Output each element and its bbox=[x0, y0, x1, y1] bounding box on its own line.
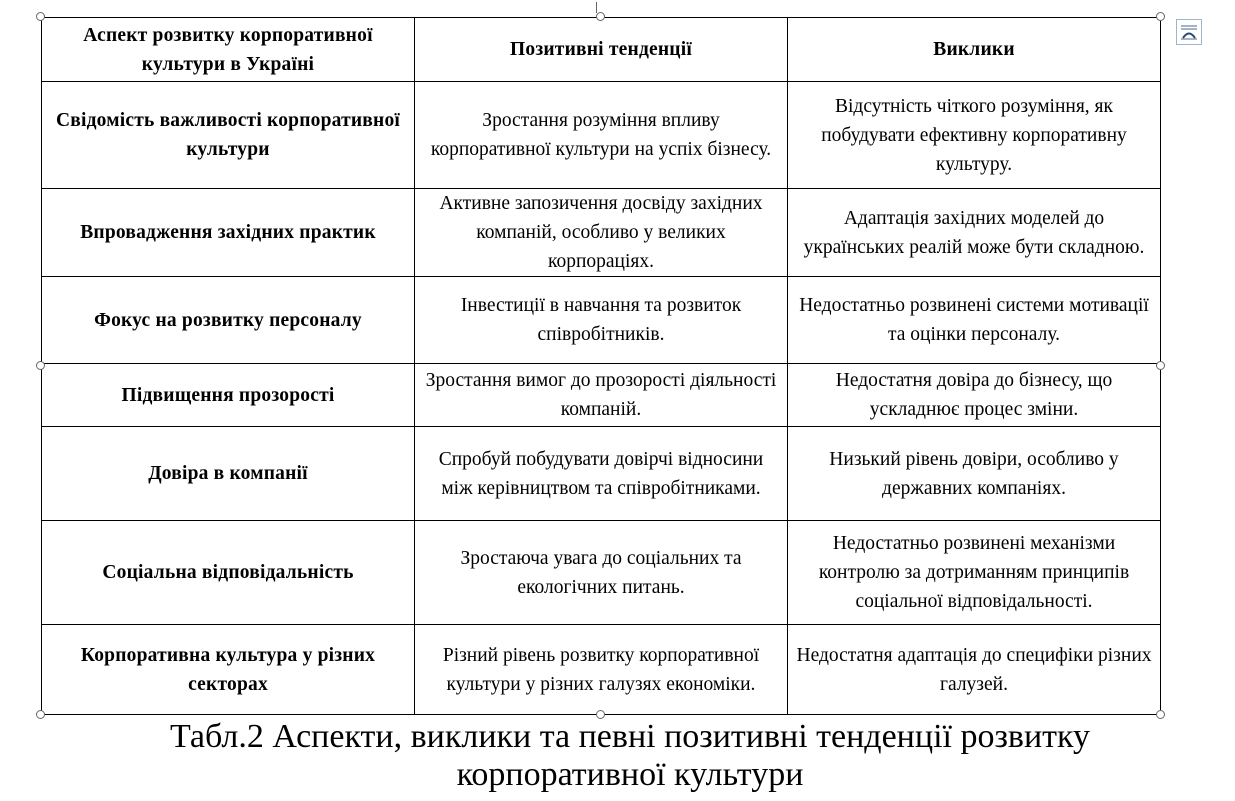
cell-positive[interactable]: Зростання розуміння впливу корпоративної культури на успіх бізнесу. bbox=[415, 82, 788, 189]
cell-positive[interactable]: Інвестиції в навчання та розвиток співробітників. bbox=[415, 277, 788, 364]
selection-handle-middle-left[interactable] bbox=[36, 361, 45, 370]
selection-handle-top-left[interactable] bbox=[36, 12, 45, 21]
table-row bbox=[42, 625, 1161, 715]
cell-positive[interactable]: Різний рівень розвитку корпоративної культури у різних галузях економіки. bbox=[415, 625, 788, 715]
table-row bbox=[42, 189, 1161, 277]
cell-challenge[interactable]: Недостатньо розвинені механізми контролю за дотриманням принципів соціальної відповідальності. bbox=[788, 521, 1161, 625]
cell-positive[interactable]: Активне запозичення досвіду західних компаній, особливо у великих корпораціях. bbox=[415, 189, 788, 277]
aspects-table[interactable] bbox=[41, 17, 1161, 715]
selection-handle-top-right[interactable] bbox=[1156, 12, 1165, 21]
cell-positive[interactable]: Зростання вимог до прозорості діяльності компаній. bbox=[415, 364, 788, 427]
cell-aspect[interactable]: Підвищення прозорості bbox=[42, 364, 415, 427]
cell-aspect[interactable]: Довіра в компанії bbox=[42, 427, 415, 521]
table-row bbox=[42, 364, 1161, 427]
cell-aspect[interactable]: Соціальна відповідальність bbox=[42, 521, 415, 625]
cell-aspect[interactable]: Свідомість важливості корпоративної культури bbox=[42, 82, 415, 189]
cell-challenge[interactable]: Низький рівень довіри, особливо у державних компаніях. bbox=[788, 427, 1161, 521]
table-caption bbox=[0, 718, 1235, 794]
table-row bbox=[42, 521, 1161, 625]
table-row bbox=[42, 277, 1161, 364]
header-aspect: Аспект розвитку корпоративної культури в Україні bbox=[42, 18, 415, 82]
caption-line-2: корпоративної культури bbox=[456, 756, 804, 793]
table-row bbox=[42, 82, 1161, 189]
cell-challenge[interactable]: Відсутність чіткого розуміння, як побудувати ефективну корпоративну культуру. bbox=[788, 82, 1161, 189]
layout-options-button[interactable] bbox=[1176, 19, 1202, 45]
header-challenges: Виклики bbox=[788, 18, 1161, 82]
selection-handle-middle-right[interactable] bbox=[1156, 361, 1165, 370]
cell-aspect[interactable]: Фокус на розвитку персоналу bbox=[42, 277, 415, 364]
cell-challenge[interactable]: Адаптація західних моделей до українських реалій може бути складною. bbox=[788, 189, 1161, 277]
selection-handle-top-center[interactable] bbox=[596, 12, 605, 21]
cell-challenge[interactable]: Недостатня довіра до бізнесу, що ускладнює процес зміни. bbox=[788, 364, 1161, 427]
layout-options-icon bbox=[1177, 20, 1201, 44]
caption-line-1: Табл.2 Аспекти, виклики та певні позитивні тенденції розвитку bbox=[169, 718, 1091, 755]
cell-challenge[interactable]: Недостатня адаптація до специфіки різних галузей. bbox=[788, 625, 1161, 715]
cell-aspect[interactable]: Корпоративна культура у різних секторах bbox=[42, 625, 415, 715]
cell-positive[interactable]: Зростаюча увага до соціальних та екологічних питань. bbox=[415, 521, 788, 625]
cell-challenge[interactable]: Недостатньо розвинені системи мотивації та оцінки персоналу. bbox=[788, 277, 1161, 364]
header-positive: Позитивні тенденції bbox=[415, 18, 788, 82]
cell-positive[interactable]: Спробуй побудувати довірчі відносини між керівництвом та співробітниками. bbox=[415, 427, 788, 521]
table-header-row bbox=[42, 18, 1161, 82]
rotation-handle-stem bbox=[596, 2, 597, 13]
cell-aspect[interactable]: Впровадження західних практик bbox=[42, 189, 415, 277]
table-row bbox=[42, 427, 1161, 521]
